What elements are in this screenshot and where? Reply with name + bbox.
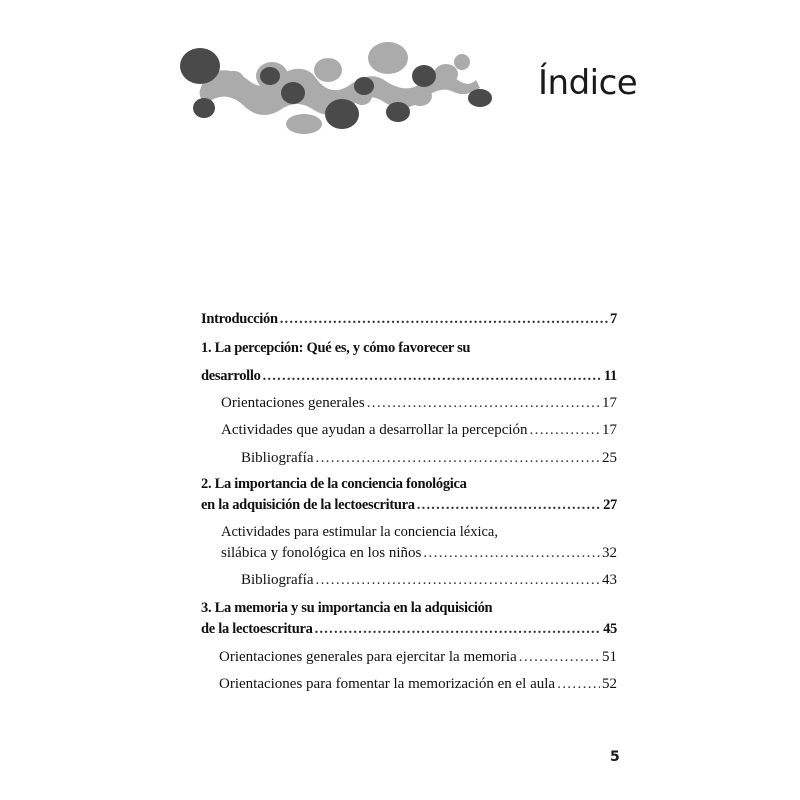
toc-entry-label: Orientaciones generales para ejercitar la memoria <box>219 649 517 665</box>
toc-entry-label: Introducción <box>201 311 278 327</box>
dot-leader <box>557 673 600 695</box>
toc-entry-chapter-2[interactable] <box>201 494 617 516</box>
toc-entry-page: 52 <box>602 676 617 692</box>
toc-entry-actividades-percepcion[interactable] <box>221 419 617 441</box>
toc-entry-label: Bibliografía <box>241 450 314 466</box>
toc-entry-page: 25 <box>602 450 617 466</box>
toc-entry-bibliografia-1[interactable] <box>241 447 617 469</box>
toc-entry-page: 11 <box>603 368 617 384</box>
toc-entry-page: 17 <box>602 395 617 411</box>
toc-entry-label: de la lectoescritura <box>201 621 313 637</box>
toc-entry-introduccion[interactable] <box>201 308 617 330</box>
dot-leader <box>315 569 600 591</box>
toc-chapter-1-title-line-1[interactable]: 1. La percepción: Qué es, y cómo favorecer su <box>201 340 471 356</box>
dot-leader <box>423 542 600 564</box>
page-number: 5 <box>610 749 620 765</box>
toc-entry-actividades-conciencia[interactable] <box>221 542 617 564</box>
dot-leader <box>263 365 602 387</box>
toc-entry-page: 27 <box>603 497 617 513</box>
toc-entry-page: 43 <box>602 572 617 588</box>
toc-entry-label: Actividades que ayudan a desarrollar la percepción <box>221 422 528 438</box>
toc-entry-orientaciones-generales[interactable] <box>221 392 617 414</box>
decorative-molecule-illustration <box>176 36 500 136</box>
toc-entry-page: 51 <box>602 649 617 665</box>
toc-entry-label: silábica y fonológica en los niños <box>221 545 422 561</box>
dot-leader <box>315 618 602 640</box>
toc-entry-page: 45 <box>603 621 617 637</box>
toc-entry-bibliografia-2[interactable] <box>241 569 617 591</box>
toc-entry-label: desarrollo <box>201 368 261 384</box>
toc-entry-label: Bibliografía <box>241 572 314 588</box>
dot-leader <box>417 494 601 516</box>
toc-subentry-actividades-conciencia-line-1[interactable]: Actividades para estimular la conciencia léxica, <box>221 524 498 540</box>
toc-entry-page: 17 <box>602 422 617 438</box>
toc-chapter-2-title-line-1[interactable]: 2. La importancia de la conciencia fonológica <box>201 476 467 492</box>
toc-entry-page: 32 <box>602 545 617 561</box>
toc-entry-chapter-3[interactable] <box>201 618 617 640</box>
dot-leader <box>280 308 608 330</box>
dot-leader <box>367 392 600 414</box>
dot-leader <box>530 419 600 441</box>
toc-entry-chapter-1[interactable] <box>201 365 617 387</box>
toc-entry-label: Orientaciones generales <box>221 395 365 411</box>
toc-entry-orientaciones-memoria[interactable] <box>219 646 617 668</box>
page-title: Índice <box>538 63 638 103</box>
toc-entry-page: 7 <box>610 311 617 327</box>
toc-entry-orientaciones-memorizacion[interactable] <box>219 673 617 695</box>
toc-entry-label: Orientaciones para fomentar la memorización en el aula <box>219 676 556 692</box>
toc-entry-label: en la adquisición de la lectoescritura <box>201 497 415 513</box>
dot-leader <box>315 447 600 469</box>
dot-leader <box>519 646 600 668</box>
toc-chapter-3-title-line-1[interactable]: 3. La memoria y su importancia en la adquisición <box>201 600 493 616</box>
